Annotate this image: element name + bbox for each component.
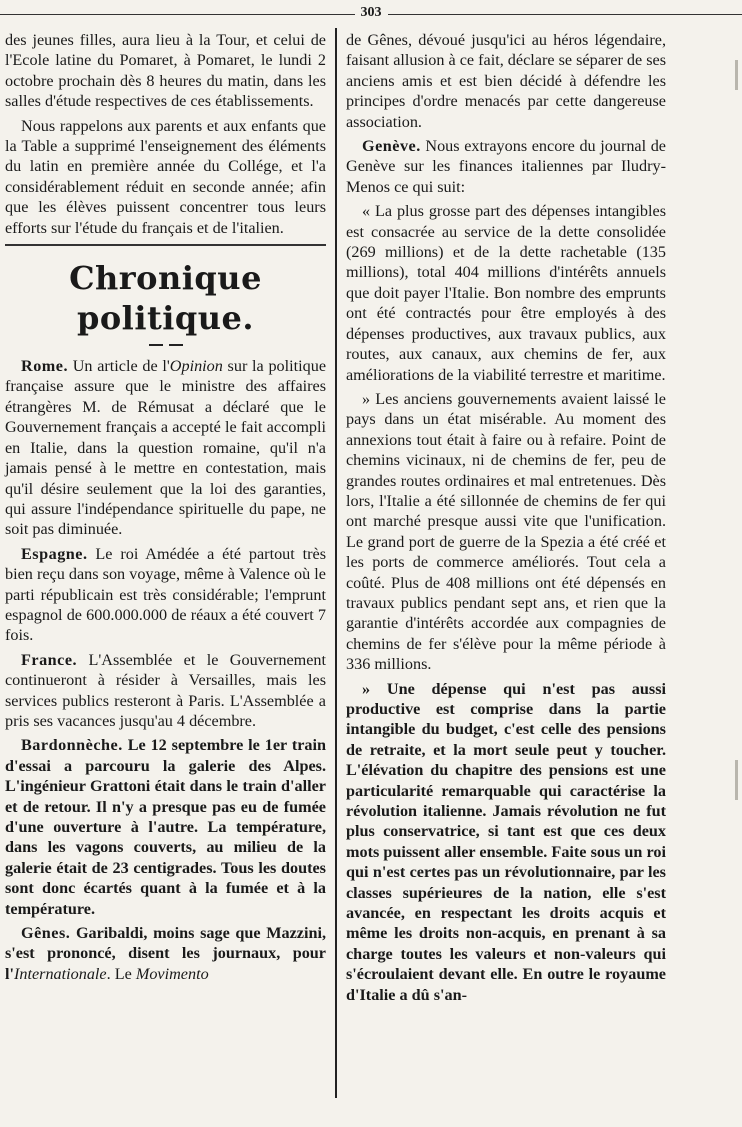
- left-column: [5, 30, 326, 988]
- page-number: 303: [360, 5, 382, 20]
- place-geneve: Genève.: [362, 137, 421, 156]
- page-header: [0, 4, 742, 22]
- rome-item: Rome. Un article de l'Opinion sur la politique française assure que le ministre des affaires étrangères M. de Rémusat a déclaré que le Gouvernement français a accepté le fait accompli en Italie, dans la question romaine, qu'il n'a jamais pensé à le mettre en contestation, mais qu'il désire seulement que la loi des garanties, qui assure l'indépendance spirituelle du pape, ne soit pas diminuée.: [5, 357, 327, 539]
- internationale-title: Internationale: [14, 964, 107, 983]
- france-item: France. L'Assemblée et le Gouvernement continueront à résider à Versailles, mais les services publics resteront à Paris. L'Assemblée a pris ses vacances jusqu'au 4 décembre.: [5, 650, 326, 730]
- quote-paragraph-1: « La plus grosse part des dépenses intangibles est consacrée au service de la dette consolidée (269 millions) et de la dette rachetable (135 millions), total 404 millions d'intérêts annuels que doit payer l'Italie. Bon nombre des emprunts ont été contractés pour être employés à des dépenses productives, aux travaux publics, aux routes, aux canaux, aux chemins de fer, aux améliorations de la viabilité terrestre et maritime.: [346, 202, 666, 384]
- place-bardonneche: Bardonnèche.: [21, 736, 123, 755]
- bardonneche-item: Bardonnèche. Le 12 septembre le 1er train d'essai a parcouru la galerie des Alpes. L'ingénieur Grattoni était dans le train d'aller et de retour. Il n'y a presque pas eu de fumée d'une ouverture à l'autre. La température, dans les vagons couverts, au milieu de la galerie était de 23 centigrades. Tous les doutes sont donc écartés quant à la fumée et à la température.: [5, 736, 326, 918]
- margin-mark: [735, 60, 738, 90]
- genes-continued: de Gênes, dévoué jusqu'ici au héros légendaire, faisant allusion à ce fait, déclare se séparer de ses anciens amis et est bien décidé à défendre les principes d'ordre menacés par cette dangereuse association.: [346, 31, 666, 131]
- header-rule-left: [0, 14, 355, 15]
- movimento-title: Movimento: [135, 964, 209, 983]
- right-column: [346, 30, 666, 1009]
- margin-mark: [735, 760, 738, 800]
- header-rule-right: [388, 14, 742, 15]
- column-divider: [335, 28, 337, 1098]
- quote-paragraph-3: » Une dépense qui n'est pas aussi productive est comprise dans la partie intangible du budget, c'est celle des pensions de retraite, et la mort seule peut y toucher. L'élévation du chapitre des pensions est une particularité remarquable qui caractérise la révolution italienne. Jamais révolution ne fut plus conservatrice, si tant est que ces deux mots puissent aller ensemble. Faite sous un roi qui n'est certes pas un révolutionnaire, par les classes supérieures de la nation, elle s'est avancée, en respectant les droits acquis et même les droits non-acquis, en prenant à sa charge toutes les valeurs et non-valeurs qui s'écroulaient devant elle. En outre le royaume d'Italie a dû s'an-: [346, 679, 666, 1004]
- school-notice-continued: des jeunes filles, aura lieu à la Tour, et celui de l'Ecole latine du Pomaret, à Pomaret, le lundi 2 octobre prochain dès 8 heures du matin, dans les salles d'étude respectives de ces établissements.: [5, 31, 326, 111]
- place-france: France.: [21, 650, 78, 669]
- genes-item: Gênes. Garibaldi, moins sage que Mazzini, s'est prononcé, disent les journaux, pour l'Internationale. Le Movimento: [5, 924, 326, 983]
- section-rule: [5, 244, 326, 246]
- opinion-title: Opinion: [169, 357, 223, 376]
- latin-notice: Nous rappelons aux parents et aux enfants que la Table a supprimé l'enseignement des éléments du latin en première année du Collége, et l'a considérablement réduit en seconde année; afin que les élèves puissent concentrer tous leurs efforts sur l'étude du français et de l'italien.: [5, 116, 326, 237]
- place-genes: Gênes.: [21, 924, 71, 943]
- quote-paragraph-2: » Les anciens gouvernements avaient laissé le pays dans un état misérable. Au moment des annexions tout était à faire ou à refaire. Point de chemins vicinaux, ni de chemins de fer, peu de grandes routes ordinaires et mal entretenues. Dès lors, l'Italie a été sillonnée de chemins de fer qui ont marché presque aussi vite que l'unification. Le grand port de guerre de la Spezia a été créé et les ports de commerce améliorés. Tout cela a coûté. Plus de 408 millions ont été dépensés en travaux publics pendant sept ans, et rien que la garantie d'intérêts accordée aux compagnies de chemins de fer s'élève pour la même période à 336 millions.: [346, 389, 666, 674]
- place-rome: Rome.: [21, 357, 68, 376]
- place-espagne: Espagne.: [21, 544, 88, 563]
- section-title: Chronique politique.: [69, 259, 262, 338]
- espagne-item: Espagne. Le roi Amédée a été partout très bien reçu dans son voyage, même à Valence où le parti républicain est très considérable; l'emprunt espagnol de 600.000.000 de réaux a été couvert 7 fois.: [5, 544, 326, 645]
- geneve-item: Genève. Nous extrayons encore du journal de Genève sur les finances italiennes par Iludry-Menos ce qui suit:: [346, 137, 666, 196]
- title-ornament: [5, 344, 326, 346]
